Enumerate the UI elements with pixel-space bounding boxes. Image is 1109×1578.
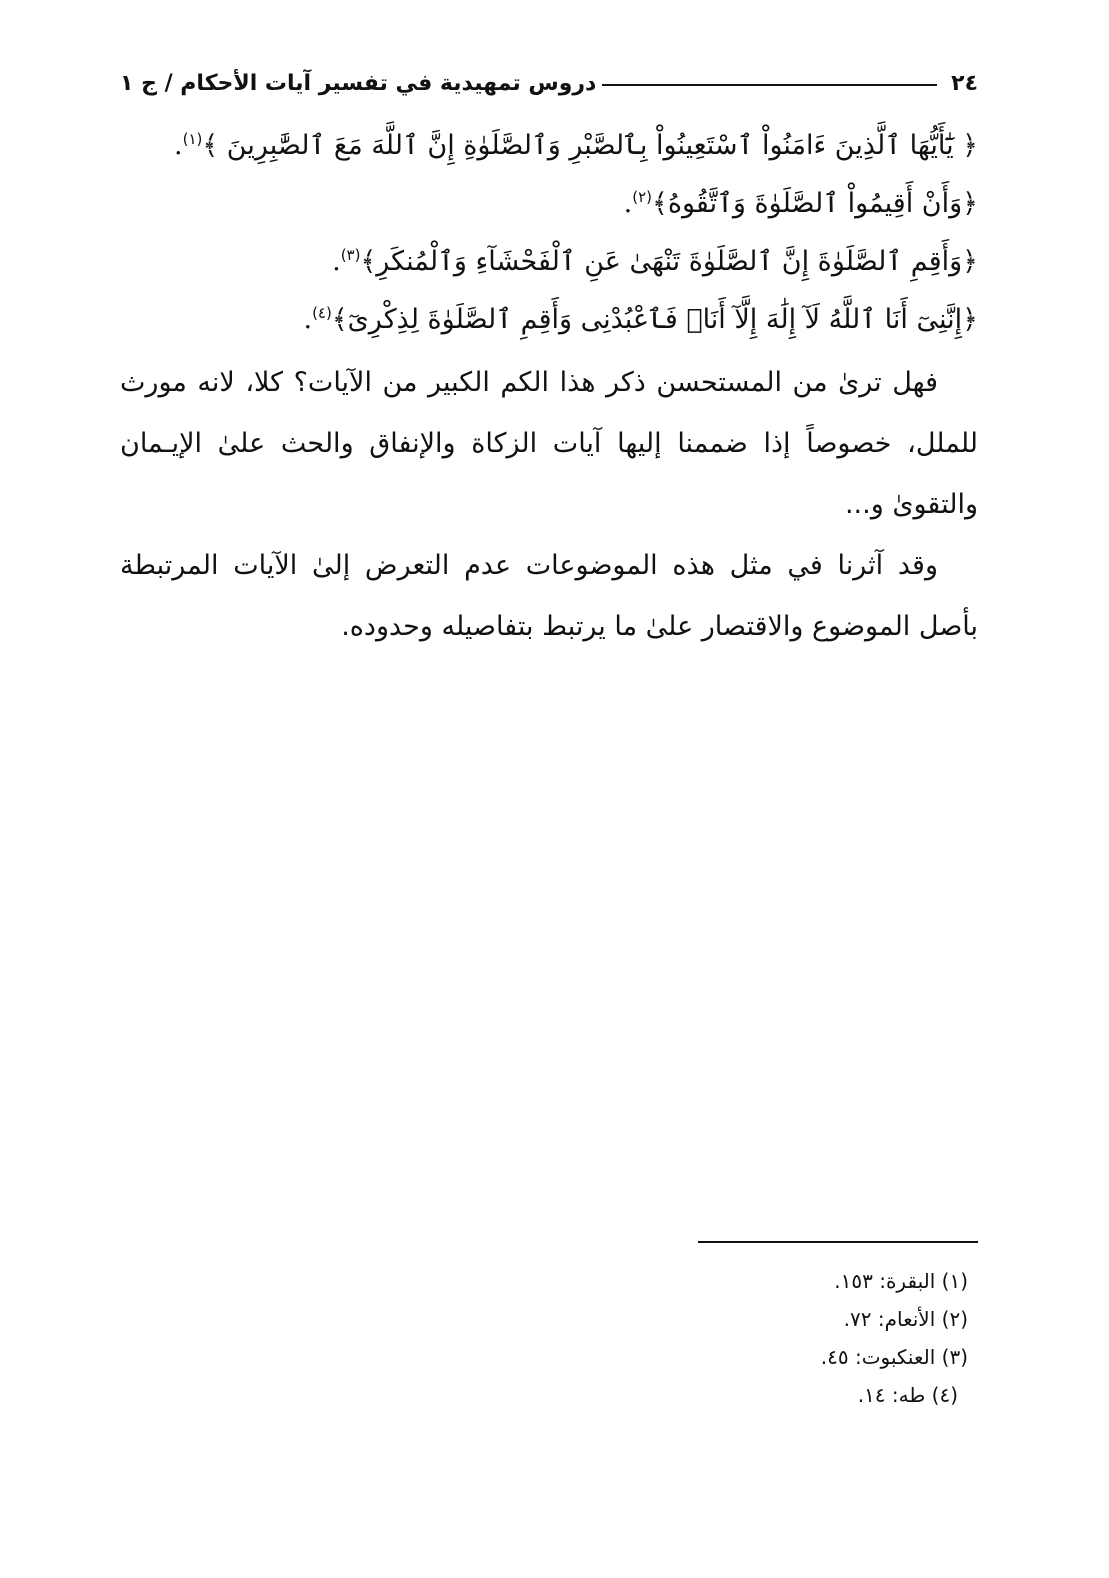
footnote-4: (٤) طه: ١٤. [857,1383,958,1407]
verse-1 [120,110,978,168]
quran-verses [120,110,978,342]
book-title: دروس تمهيدية في تفسير آيات الأحكام / ج ١ [120,71,597,96]
running-header [120,52,978,96]
verse-text: ﴿وَأَقِمِ ٱلصَّلَوٰةَ إِنَّ ٱلصَّلَوٰةَ تَنْهَىٰ عَنِ ٱلْفَحْشَآءِ وَٱلْمُنكَرِ﴾ [360,246,978,277]
verse-text: ﴿إِنَّنِىٓ أَنَا ٱللَّهُ لَآ إِلَٰهَ إِلَّآ أَنَا۠ فَٱعْبُدْنِى وَأَقِمِ ٱلصَّلَوٰةَ لِذِكْرِىٓ﴾ [331,304,978,335]
header-rule [602,84,937,86]
verse-3 [120,226,978,284]
page-number: ٢٤ [951,71,978,96]
verse-end: . [623,188,633,219]
verse-4 [120,284,978,342]
verse-text: ﴿وَأَنْ أَقِيمُواْ ٱلصَّلَوٰةَ وَٱتَّقُوهُ﴾ [652,188,978,219]
paragraph-2: وقد آثرنا في مثل هذه الموضوعات عدم التعرض إلىٰ الآيات المرتبطة بأصل الموضوع والاقتصار علىٰ ما يرتبط بتفاصيله وحدوده. [120,550,978,642]
verse-end: . [303,304,313,335]
body-text [120,352,978,657]
footnotes [600,1262,968,1414]
verse-2 [120,168,978,226]
verse-text: ﴿ يَٰٓأَيُّهَا ٱلَّذِينَ ءَامَنُواْ ٱسْتَعِينُواْ بِٱلصَّبْرِ وَٱلصَّلَوٰةِ إِنَّ ٱللَّهَ مَعَ ٱلصَّٰبِرِينَ ﴾ [202,130,978,161]
footnote-1: (١) البقرة: ١٥٣. [834,1269,968,1293]
footnote-3: (٣) العنكبوت: ٤٥. [820,1345,968,1369]
paragraph-1: فهل ترىٰ من المستحسن ذكر هذا الكم الكبير من الآيات؟ كلا، لانه مورث للملل، خصوصاً إذا ضممنا إليها آيات الزكاة والإنفاق والحث علىٰ الإيـمان والتقوىٰ و... [120,367,978,520]
footnote-separator [698,1241,978,1243]
footnote-ref: (٣) [340,246,361,264]
verse-end: . [173,130,183,161]
footnote-ref: (٢) [632,188,652,206]
verse-end: . [332,246,341,277]
footnote-ref: (١) [182,130,203,148]
footnote-2: (٢) الأنعام: ٧٢. [843,1307,968,1331]
footnote-ref: (٤) [312,304,332,322]
